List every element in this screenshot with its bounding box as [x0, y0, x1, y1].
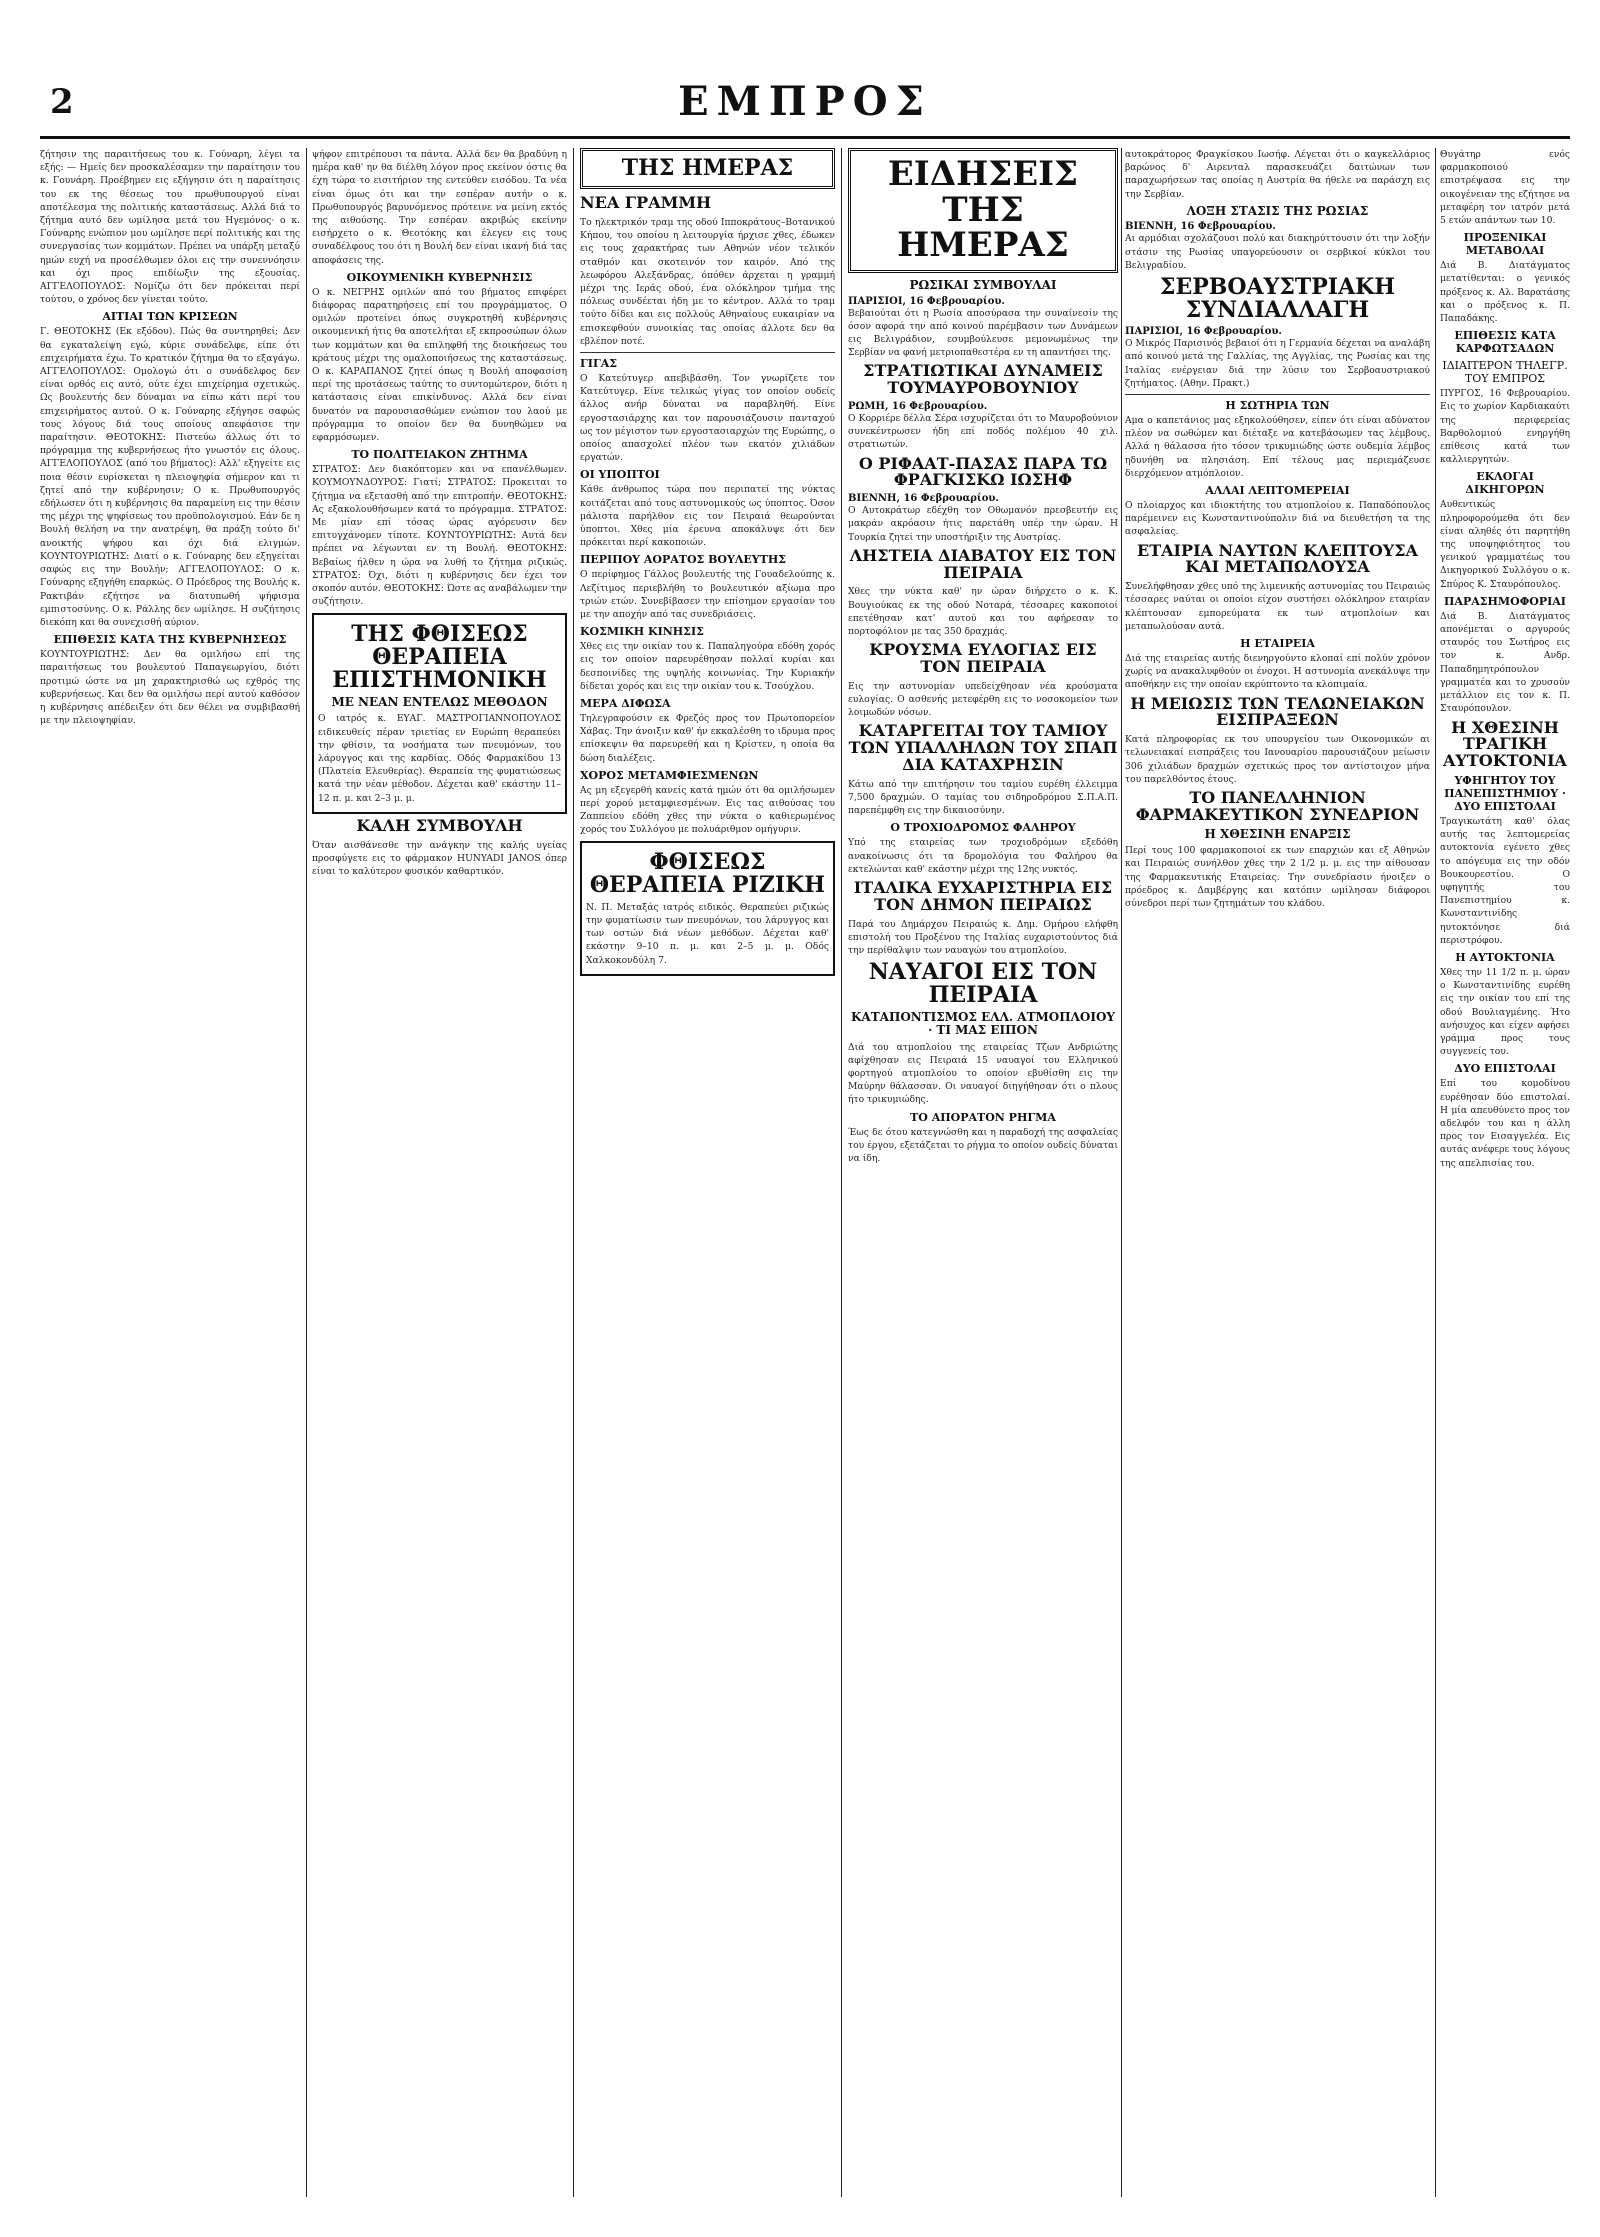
article-text: Θυγάτηρ ενός φαρμακοποιού επιστρέψασα εις την οικογένειαν της εζήτησε να μεταφέρη τον ιατρόν μετά 5 ετών απάντων των 10. [1440, 149, 1570, 227]
article-text: Περί τους 100 φαρμακοποιοί εκ των επαρχιών και εξ Αθηνών και Πειραιώς συνήλθον χθες την 2 1/2 μ. μ. εις την αίθουσαν της Φαρμακευτικής Εταιρείας. Την συνεδρίασιν ήνοιξεν ο πρόεδρος κ. Δαμβέργης και κατόπιν ωμίλησαν διάφοροι σύνεδροι περί των ζητημάτων του κλάδου. [1125, 845, 1430, 910]
article-text: Ο Αυτοκράτωρ εδέχθη τον Οθωμανόν πρεσβευτήν εις μακράν ακρόασιν ήτις παρετάθη υπέρ την ώραν. Η Τουρκία ζητεί την υποστήριξιν της Αυστρίας. [848, 505, 1118, 543]
ad-text: Ο ιατρός κ. ΕΥΑΓ. ΜΑΣΤΡΟΓΙΑΝΝΟΠΟΥΛΟΣ ειδικευθείς πέραν τριετίας εν Ευρώπη θεραπεύει την φθίσιν, τα νοσήματα των πνευμόνων, του λάρυγγος και της καρδίας. Οδός Φαρμακίδου 13 (Πλατεία Ελευθερίας). Θεραπεία της φυματιώσεως κατά την νέαν μέθοδον. Δέχεται καθ' εκάστην 11–12 π. μ. και 2–3 μ. μ. [318, 713, 561, 804]
column-banner: ΤΗΣ ΗΜΕΡΑΣ [580, 148, 835, 189]
section-title: ΤΟ ΑΠΟΡΑΤΟΝ ΡΗΓΜΑ [910, 1110, 1056, 1124]
section-title: ΕΚΛΟΓΑΙ ΔΙΚΗΓΟΡΩΝ [1465, 470, 1545, 497]
section-title: ΠΡΟΞΕΝΙΚΑΙ ΜΕΤΑΒΟΛΑΙ [1463, 231, 1547, 258]
article-text: Κάθε άνθρωπος τώρα που περιπατεί της νύκτας κοιτάζεται από τους αστυνομικούς ως ύποπτος. Όσον μάλιστα παρήλθον εις τον Πειραιά θεωρούνται ύποπτοι. Χθες μία έρευνα αποκάλυψε ότι δεν πρόκειται περί κακοποιών. [580, 484, 835, 549]
section-title: Η ΑΥΤΟΚΤΟΝΙΑ [1455, 950, 1555, 964]
ad-headline: ΤΗΣ ΦΘΙΣΕΩΣ ΘΕΡΑΠΕΙΑ ΕΠΙΣΤΗΜΟΝΙΚΗ [332, 620, 547, 693]
column-6 [1440, 148, 1570, 2197]
article-text: Διά Β. Διατάγματος μετατίθενται: ο γενικός πρόξενος κ. Αλ. Βαρατάσης και ο πρόξενος κ. Π. Παπαδάκης. [1440, 260, 1570, 325]
article-text: Εις την αστυνομίαν υπεδείχθησαν νέα κρούσματα ευλογίας. Ο ασθενής μετεφέρθη εις το νοσοκομείον των λοιμωδών νόσων. [848, 680, 1118, 719]
section-title: Η ΧΘΕΣΙΝΗ ΤΡΑΓΙΚΗ ΑΥΤΟΚΤΟΝΙΑ [1443, 717, 1567, 771]
section-title: ΓΙΓΑΣ [580, 356, 618, 370]
section-title: ΝΕΑ ΓΡΑΜΜΗ [580, 193, 712, 213]
article-text: ψήφον επιτρέπουσι τα πάντα. Αλλά δεν θα βραδύνη η ημέρα καθ' ην θα διέλθη λόγον προς εκείνον όστις θα έχη τώρα το εισιτήριον της εντεύθεν εισόδου. Τα νέα είναι όμως ότι και την εσπέραν αυτήν ο κ. Πρωθυπουργός βαρυνόμενος πρότεινε να μείνη εκτός της αιθούσης. Την εσπέραν ακριβώς εκείνην εισήρχετο ο κ. Θεοτόκης και έλεγεν εις τους συναδέλφους του ότι η Βουλή δεν είναι ικανή διά τας αποφάσεις της. [312, 149, 567, 266]
article-text: Αι αρμόδιαι σχολάζουσι πολύ και διακηρύττουσιν ότι την λοξήν στάσιν της Ρωσίας υπαγορεύουσιν οι σερβικοί κύκλοι του Βελιγραδίου. [1125, 233, 1430, 271]
article-text: Αυθεντικώς πληροφορούμεθα ότι δεν είναι αληθές ότι παρητήθη της υποψηφιότητος του γενικού γραμματέως του Δικηγορικού Συλλόγου ο κ. Σπύρος Κ. Σταυρόπουλος. [1440, 499, 1570, 590]
section-title: ΑΛΛΑΙ ΛΕΠΤΟΜΕΡΕΙΑΙ [1205, 484, 1350, 498]
section-title: ΕΠΙΘΕΣΙΣ ΚΑΤΑ ΤΗΣ ΚΥΒΕΡΝΗΣΕΩΣ [53, 633, 287, 647]
article-text: ΣΤΡΑΤΟΣ: Δεν διακόπτομεν και να επανέλθωμεν. ΚΟΥΜΟΥΝΔΟΥΡΟΣ: Γιατί; ΣΤΡΑΤΟΣ: Προκειται το ζήτημα να εξετασθή από την επιτροπήν. ΘΕΟΤΟΚΗΣ: Ας εξακολουθήσωμεν κατά το πρόγραμμα. ΣΤΡΑΤΟΣ: Με μίαν επί τόσας ώρας αγόρευσιν δεν επιτυγχάνομεν τίποτε. ΚΟΥΝΤΟΥΡΙΩΤΗΣ: Αυτά δεν πρέπει να λέγωνται εν τη Βουλή. ΘΕΟΤΟΚΗΣ: Βεβαίως ήλθεν η ώρα να λυθή το ζήτημα ριζικώς. ΣΤΡΑΤΟΣ: Όχι, διότι η κυβέρνησις δεν έχει τον σκοπόν αυτόν. ΘΕΟΤΟΚΗΣ: Ώστε ας αναβάλωμεν την συζήτησιν. [312, 464, 567, 608]
article-text: Υπό της εταιρείας των τροχιοδρόμων εξεδόθη ανακοίνωσις ότι τα δρομολόγια του Φαλήρου θα εκτελώνται καθ' εκάστην μέχρι της 12ης νυκτός. [848, 837, 1118, 875]
page-number: 2 [50, 82, 74, 122]
column-5 [1125, 148, 1430, 2197]
article-text: Ας μη εξεγερθή κανείς κατά ημών ότι θα ομιλήσωμεν περί χορού μεταμφιεσμένων. Εις τας αιθούσας του Ζαππείου εδόθη χθες την νύκτα ο καθιερωμένος χορός του Συλλόγου με πολυάριθμον ομήγυριν. [580, 784, 835, 836]
section-title: Η ΣΩΤΗΡΙΑ ΤΩΝ [1225, 399, 1330, 413]
article-text: Ο περίφημος Γάλλος βουλευτής της Γουαδελούπης κ. Λεζίτιμος περιεβλήθη το βουλευτικόν αξίωμα προ τριών ετών. Συνεβίβασεν την επίσημον εργασίαν του με την αποχήν από τας συνεδριάσεις. [580, 569, 835, 620]
section-title: Η ΕΤΑΙΡΕΙΑ [1240, 637, 1315, 651]
article-text: Ο Μικρός Παρισινός βεβαιοί ότι η Γερμανία δέχεται να αναλάβη από κοινού μετά της Γαλλίας, της Αγγλίας, της Ρωσίας και της Ιταλίας ενέργειαν διά την λύσιν του Σερβοαυστριακού ζητήματος. (Αθην. Πρακτ.) [1125, 338, 1430, 389]
article-text: Διά της εταιρείας αυτής διενηργούντο κλοπαί επί πολύν χρόνον χωρίς να ανακαλυφθούν οι ένοχοι. Η αστυνομία ανεκάλυψε την αποθήκην εις την οποίαν εκρύπτοντο τα κλοπιμαία. [1125, 653, 1430, 691]
dateline: ΒΙΕΝΝΗ, 16 Φεβρουαρίου. [1125, 221, 1276, 233]
article-text: Διά Β. Διατάγματος απονέμεται ο αργυρούς σταυρός του Σωτήρος εις τον κ. Ανδρ. Παπαδημητρόπουλον γραμματέα και το χρυσούν μετάλλιον εις τον κ. Π. Σταυρόπουλον. [1440, 610, 1570, 715]
section-title: ΡΩΣΙΚΑΙ ΣΥΜΒΟΥΛΑΙ [909, 278, 1057, 293]
section-title: ΟΙ ΥΠΟΠΤΟΙ [580, 468, 660, 482]
section-title: ΧΟΡΟΣ ΜΕΤΑΜΦΙΕΣΜΕΝΩΝ [580, 768, 759, 782]
divider [580, 352, 835, 353]
section-subtitle: ΥΦΗΓΗΤΟΥ ΤΟΥ ΠΑΝΕΠΙΣΤΗΜΙΟΥ · ΔΥΟ ΕΠΙΣΤΟΛΑΙ [1444, 773, 1566, 813]
dateline: ΠΑΡΙΣΙΟΙ, 16 Φεβρουαρίου. [848, 295, 1005, 307]
section-title: ΠΕΡΙΠΟΥ ΑΟΡΑΤΟΣ ΒΟΥΛΕΥΤΗΣ [580, 553, 786, 567]
section-title: ΟΙΚΟΥΜΕΝΙΚΗ ΚΥΒΕΡΝΗΣΙΣ [346, 270, 533, 284]
section-title: ΚΡΟΥΣΜΑ ΕΥΛΟΓΙΑΣ ΕΙΣ ΤΟΝ ΠΕΙΡΑΙΑ [869, 640, 1097, 677]
article-text: ζήτησιν της παραιτήσεως του κ. Γούναρη, λέγει τα εξής: — Ημείς δεν προσκαλέσαμεν την παραίτησιν του κ. Γουνάρη. Προέβημεν εις εξήγησιν ότι η παραίτησις του εκ της θέσεως του πρωθυπουργού είναι αποτέλεσμα της πολιτικής καταστάσεως. Αλλά διά το ζήτημα αυτό δεν ωμίλησα μετά του Ηγεμόνος· ο κ. Γούναρης ενώπιον μου ωμίλησε περί πολιτικής και της συνεργασίας των κομμάτων. Πρέπει να υπάρξη μεταξύ ημών ευχή να προσέλθωμεν όλοι εις την συνεννόησιν και όχι προς επιδίωξιν της εξουσίας. ΑΓΓΕΛΟΠΟΥΛΟΣ: Νομίζω ότι δεν πρόκειται περί τούτου, ο χρόνος δεν γίνεται τούτο. [40, 149, 300, 306]
section-title: ΛΗΣΤΕΙΑ ΔΙΑΒΑΤΟΥ ΕΙΣ ΤΟΝ ΠΕΙΡΑΙΑ [849, 545, 1117, 582]
section-title: ΜΕΡΑ ΔΙΦΩΣΑ [580, 696, 671, 710]
section-title: ΕΠΙΘΕΣΙΣ ΚΑΤΑ ΚΑΡΦΩΤΣΑΔΩΝ [1454, 329, 1556, 356]
section-title: Η ΜΕΙΩΣΙΣ ΤΩΝ ΤΕΛΩΝΕΙΑΚΩΝ ΕΙΣΠΡΑΞΕΩΝ [1130, 693, 1425, 730]
news-banner: ΕΙΔΗΣΕΙΣ ΤΗΣ ΗΜΕΡΑΣ [848, 148, 1118, 273]
section-subtitle: ΚΑΤΑΠΟΝΤΙΣΜΟΣ ΕΛΛ. ΑΤΜΟΠΛΟΙΟΥ · ΤΙ ΜΑΣ ΕΙΠΟΝ [851, 1010, 1115, 1038]
article-text: Γ. ΘΕΟΤΟΚΗΣ (Εκ εξόδου). Πώς θα συντηρηθεί; Δεν θα εγκαταλείψη εγώ, κύριε συνάδελφε, είπε ότι επιχειρήματα έχω. Το κρατικόν ζήτημα θα το εξαγάγω. ΑΓΓΕΛΟΠΟΥΛΟΣ: Ομολογώ ότι ο συνάδελφος δεν είναι ορθός εις αυτό, ούτε έχει επιχείρημα σχετικώς. Ως βουλευτής δεν δύναμαι να είπω κάτι περί του επιχειρήματος αυτού. Ο κ. Γούναρης εξήγησε σαφώς τους λόγους διά τους οποίους απεφάσισε την παραίτησιν. ΘΕΟΤΟΚΗΣ: Πιστεύω άλλως ότι το πρόγραμμα της κυβερνήσεως ήτο γνωστόν εις όλους. ΑΓΓΕΛΟΠΟΥΛΟΣ (από του βήματος): Αλλ' εξηγείτε εις ποια θέσιν ευρίσκεται η πλειοψηφία σήμερον και τι ζητεί από την κυβέρνησιν; Ο κ. Πρωθυπουργός εδήλωσεν ότι η κυβέρνησις θα παραμείνη εις την θέσιν της μέχρι της ψηφίσεως του προϋπολογισμού. Εάν δε η Βουλή θελήση να την ανατρέψη, θα πράξη τούτο δι' ανοικτής ψήφου και όχι διά ελιγμών. ΚΟΥΝΤΟΥΡΙΩΤΗΣ: Διατί ο κ. Γούναρης δεν εξηγείται σαφώς εις την Βουλήν; ΑΓΓΕΛΟΠΟΥΛΟΣ: Ο κ. Γούναρης εξηγήθη επαρκώς. Ο Πρόεδρος της Βουλής κ. Ρακτιβάν εζήτησε να διατυπωθή ψήφισμα εμπιστοσύνης. Ο κ. Ράλλης δεν ωμίλησε. Η συζήτησις διεκόπη και θα συνεχισθή αύριον. [40, 326, 300, 628]
article-text: Το ηλεκτρικόν τραμ της οδού Ιπποκράτους–Βοτανικού Κήπου, του οποίου η λειτουργία ήρχισε χθες, έδωκεν εις τους χαρακτήρας των Αθηνών νέον τελικόν σταθμόν και σκοτεινόν τον καιρόν. Από της λεωφόρου Αλεξάνδρας, όπόθεν άρχεται η γραμμή μέχρι της Ιεράς οδού, ένα ολόκληρον τμήμα της πόλεως συνδέεται ήδη με το κέντρον. Αλλά το τραμ τούτο δίδει και εις πολλούς Αθηναίους ευκαιρίαν να επισκεφθούν συνοικίας τας οποίας άλλοτε δεν θα εβλέπον ποτέ. [580, 216, 835, 347]
article-text: Διά του ατμοπλοίου της εταιρείας Τζων Ανδριώτης αφίχθησαν εις Πειραιά 15 ναυαγοί του Ελληνικού φορτηγού ατμοπλοίου το οποίον εβυθίσθη εις την Μαύρην θάλασσαν. Οι ναυαγοί διηγήθησαν ότι ο πλους ήτο τρικυμιώδης. [848, 1041, 1118, 1106]
section-title: ΠΑΡΑΣΗΜΟΦΟΡΙΑΙ [1444, 594, 1566, 608]
article-text: Παρά του Δημάρχου Πειραιώς κ. Δημ. Ομήρου ελήφθη επιστολή του Προξένου της Ιταλίας ευχαριστούντος διά την περίθαλψιν των ναυαγών του ατμοπλοίου. [848, 918, 1118, 957]
section-title: ΚΑΛΗ ΣΥΜΒΟΥΛΗ [356, 815, 523, 835]
divider [1125, 394, 1430, 395]
article-text: αυτοκράτορος Φραγκίσκου Ιωσήφ. Λέγεται ότι ο καγκελλάριος βαρώνος δ' Αιρενταλ παρασκευάζει δαιτώνων των παραχωρήσεων τας οποίας η Αυστρία θα ήθελε να παράσχη εις την Σερβίαν. [1125, 149, 1430, 200]
dateline: ΒΙΕΝΝΗ, 16 Φεβρουαρίου. [848, 493, 999, 505]
section-title: ΣΤΡΑΤΙΩΤΙΚΑΙ ΔΥΝΑΜΕΙΣ ΤΟΥΜΑΥΡΟΒΟΥΝΙΟΥ [863, 361, 1103, 398]
column-divider [841, 148, 842, 2197]
section-title: ΕΤΑΙΡΙΑ ΝΑΥΤΩΝ ΚΛΕΠΤΟΥΣΑ ΚΑΙ ΜΕΤΑΠΩΛΟΥΣΑ [1137, 540, 1418, 577]
column-3 [580, 148, 835, 2197]
article-text: Βεβαιούται ότι η Ρωσία αποσύρασα την συναίνεσίν της όσον αφορά την από κοινού παρέμβασιν των Δυνάμεων εις Βελιγράδιον, εσυμβούλευσε μεμονωμένως την Σερβίαν να φανή μετριοπαθεστέρα εν τη απαντήσει της. [848, 307, 1118, 359]
article-text: Συνελήφθησαν χθες υπό της λιμενικής αστυνομίας του Πειραιώς τέσσαρες ναύται οι οποίοι είχον συστήσει ολόκληρον εταιρίαν κλέπτουσαν εμπορεύματα εκ των ατμοπλοίων και μεταπωλούσαν αυτά. [1125, 581, 1430, 632]
section-title: ΔΥΟ ΕΠΙΣΤΟΛΑΙ [1454, 1062, 1556, 1076]
ad-text: Ν. Π. Μεταξάς ιατρός ειδικός. Θεραπεύει ριζικώς την φυματίωσιν των πνευμόνων, του λάρυγγος και των οστών διά νέων μεθόδων. Δέχεται καθ' εκάστην 9–10 π. μ. και 2–5 μ. μ. Οδός Χαλκοκονδύλη 7. [586, 901, 829, 966]
ad-headline: ΦΘΙΣΕΩΣ ΘΕΡΑΠΕΙΑ ΡΙΖΙΚΗ [589, 848, 826, 898]
article-text: Κάτω από την επιτήρησιν του ταμίου ευρέθη έλλειμμα 7,500 δραχμών. Ο ταμίας του σιδηροδρόμου Σ.Π.Α.Π. παρεπέμφθη εις την δικαιοσύνην. [848, 778, 1118, 817]
ad-subheadline: ΜΕ ΝΕΑΝ ΕΝΤΕΛΩΣ ΜΕΘΟΔΟΝ [331, 694, 548, 709]
column-divider [1121, 148, 1122, 2197]
column-1 [40, 148, 300, 2197]
section-title: ΑΙΤΙΑΙ ΤΩΝ ΚΡΙΣΕΩΝ [102, 310, 238, 324]
section-subtitle: ΙΔΙΑΙΤΕΡΟΝ ΤΗΛΕΓΡ. ΤΟΥ ΕΜΠΡΟΣ [1442, 359, 1568, 386]
section-title: Ο ΡΙΦΑΑΤ-ΠΑΣΑΣ ΠΑΡΑ ΤΩ ΦΡΑΓΚΙΣΚΩ ΙΩΣΗΦ [858, 453, 1108, 490]
article-text: Χθες εις την οικίαν του κ. Παπαληγούρα εδόθη χορός εις τον οποίον παρευρέθησαν πολλαί κυρίαι και δεσποινίδες της υψηλής κοινωνίας. Την Κυριακήν δίδεται χορός και εις την οικίαν του κ. Τσούχλου. [580, 641, 835, 692]
column-divider [573, 148, 574, 2197]
column-divider [306, 148, 307, 2197]
section-title: Ο ΤΡΟΧΙΟΔΡΟΜΟΣ ΦΑΛΗΡΟΥ [890, 821, 1076, 835]
article-text: Χθες την 11 1/2 π. μ. ώραν ο Κωνσταντινίδης ευρέθη εις την οικίαν του επί της οδού Βουλιαγμένης. Ήτο ανήσυχος και είχεν αφήσει γράμμα προς τους συγγενείς του. [1440, 966, 1570, 1058]
article-text: ΠΥΡΓΟΣ, 16 Φεβρουαρίου. Εις το χωρίον Καρδιακαύτι της περιφερείας Βαρθολομιού ενηργήθη επίθεσις κατά των καλλιεργητών. [1440, 388, 1570, 466]
section-title: ΙΤΑΛΙΚΑ ΕΥΧΑΡΙΣΤΗΡΙΑ ΕΙΣ ΤΟΝ ΔΗΜΟΝ ΠΕΙΡΑΙΩΣ [853, 878, 1113, 914]
article-text: Τηλεγραφούσιν εκ Φρεζός προς τον Πρωτοπορείον Χάβας. Την άνοιξιν καθ' ήν εκκαλέσθη το ιδρυμα προς επίσκεψιν θα παρευρεθή και η Κρίστεν, η οποία θα δώση διαλέξεις. [580, 712, 835, 764]
dateline: ΡΩΜΗ, 16 Φεβρουαρίου. [848, 401, 988, 413]
column-divider [1435, 148, 1436, 2197]
article-text: Ο κ. ΝΕΓΡΗΣ ομιλών από του βήματος επιφέρει διάφορας παρατηρήσεις επί του προγράμματος. Ο ομιλών προτείνει όπως συγκροτηθή κυβέρνησις οικουμενική ήτις θα αποτελήται εξ εκπροσώπων όλων των κομμάτων και θα επιληφθή της διοικήσεως του κράτους μέχρι της ομαλοποιήσεως της καταστάσεως. Ο κ. ΚΑΡΑΠΑΝΟΣ ζητεί όπως η Βουλή αποφασίση περί της προτάσεως ταύτης το συντομώτερον, διότι η κατάστασις είναι επικίνδυνος. Αλλά δεν είναι δυνατόν να παρουσιασθώμεν ενώπιον του λαού με πρόγραμμα το οποίον δεν θα δυνηθώμεν να εφαρμόσωμεν. [312, 286, 567, 444]
article-text: Επί του κομοδίνου ευρέθησαν δύο επιστολαί. Η μία απευθύνετο προς τον αδελφόν του και η άλλη προς τον Εισαγγελέα. Εις αυτάς ανέφερε τους λόγους της απελπισίας του. [1440, 1078, 1570, 1169]
article-text: Χθες την νύκτα καθ' ην ώραν διήρχετο ο κ. Κ. Βουγιούκας εκ της οδού Νοταρά, τέσσαρες κακοποιοί επετέθησαν κατ' αυτού και του αφήρεσαν το πορτοφόλιον με τας 350 δραχμάς. [848, 586, 1118, 638]
dateline: ΠΑΡΙΣΙΟΙ, 16 Φεβρουαρίου. [1125, 326, 1282, 338]
masthead [40, 70, 1570, 130]
article-text: Κατά πληροφορίας εκ του υπουργείου των Οικονομικών αι τελωνειακαί εισπράξεις του Ιανουαρίου παρουσιάζουν μείωσιν 306 χιλιάδων δραχμών σχετικώς προς τον αντίστοιχον μήνα του παρελθόντος έτους. [1125, 734, 1430, 785]
paper-name: ΕΜΠΡΟΣ [678, 78, 932, 125]
article-text: Ο Κορριέρε δέλλα Σέρα ισχυρίζεται ότι το Μαυροβούνιον συνεκέντρωσεν ήδη επί ποδός πολέμου 40 χιλ. στρατιωτών. [848, 413, 1118, 451]
article-text: Αμα ο καπετάνιος μας εξηκολούθησεν, είπεν ότι είναι αδύνατον πλέον να σωθώμεν και διέταξε να κατεβάσωμεν τας λέμβους. Αλλά η θάλασσα ήτο τόσον τρικυμιώδης ώστε ουδεμία λέμβος ηδυνήθη να πλησιάση. Επί τέλους μας περιεμάζευσε διερχόμενον ατμόπλοιον. [1125, 415, 1430, 479]
section-title: ΚΑΤΑΡΓΕΙΤΑΙ ΤΟΥ ΤΑΜΙΟΥ ΤΩΝ ΥΠΑΛΛΗΛΩΝ ΤΟΥ ΣΠΑΠ ΔΙΑ ΚΑΤΑΧΡΗΣΙΝ [848, 721, 1118, 775]
article-text: Ο Κατεύτυγερ απεβιβάσθη. Τον γνωρίζετε τον Κατεύτυγερ. Είνε τελικώς γίγας τον οποίον ουδείς άλλος ανήρ δύναται να παραβληθή. Είνε εργοστασιάρχης και τον παρουσιάζουσιν πανταχού ως τον μέγιστον των εργοστασιαρχών της Ευρώπης, ο οποίος απασχολεί πλέον των εκατόν χιλιάδων εργατών. [580, 372, 835, 464]
masthead-rule [40, 136, 1570, 139]
advertisement-box [580, 841, 835, 976]
section-title: ΚΟΣΜΙΚΗ ΚΙΝΗΣΙΣ [580, 625, 704, 639]
section-title: ΛΟΞΗ ΣΤΑΣΙΣ ΤΗΣ ΡΩΣΙΑΣ [1186, 203, 1369, 218]
section-subtitle: Η ΧΘΕΣΙΝΗ ΕΝΑΡΞΙΣ [1204, 826, 1351, 841]
article-text: Ο πλοίαρχος και ιδιοκτήτης του ατμοπλοίου κ. Παπαδόπουλος παρέμεινεν εις Κωνσταντινούπολιν διά να διευθετήση τα της ασφαλείας. [1125, 500, 1430, 538]
column-4 [848, 148, 1118, 2197]
section-title: ΤΟ ΠΑΝΕΛΛΗΝΙΟΝ ΦΑΡΜΑΚΕΥΤΙΚΟΝ ΣΥΝΕΔΡΙΟΝ [1135, 788, 1420, 824]
article-text: Όταν αισθάνεσθε την ανάγκην της καλής υγείας προσφύγετε εις το φάρμακον HUNYADI JANOS όπερ είναι το καλύτερον φυσικόν καθαρτικόν. [312, 839, 567, 877]
section-title: ΝΑΥΑΓΟΙ ΕΙΣ ΤΟΝ ΠΕΙΡΑΙΑ [868, 959, 1098, 1009]
column-2 [312, 148, 567, 2197]
article-text: ΚΟΥΝΤΟΥΡΙΩΤΗΣ: Δεν θα ομιλήσω επί της παραιτήσεως του βουλευτού Παπαγεωργίου, διότι προτιμώ ώστε να μη χαρακτηρισθώ ως εχθρός της κυβερνήσεως. Και δεν θα ομιλήσω περί αυτού καθόσον η κυβέρνησις απέδειξεν ότι δεν θέλει να συμβιβασθή με την πλειοψηφίαν. [40, 649, 300, 727]
section-title: ΤΟ ΠΟΛΙΤΕΙΑΚΟΝ ΖΗΤΗΜΑ [351, 448, 528, 462]
section-title: ΣΕΡΒΟΑΥΣΤΡΙΑΚΗ ΣΥΝΔΙΑΛΛΑΓΗ [1159, 274, 1396, 324]
article-text: Έως δε ότου κατεγνώσθη και η παραδοχή της ασφαλείας του έργου, εξετάζεται το ρήγμα το οποίον ουδείς δύναται να ίδη. [848, 1126, 1118, 1165]
advertisement-box [312, 613, 567, 814]
article-text: Τραγικωτάτη καθ' όλας αυτής τας λεπτομερείας αυτοκτονία εγένετο χθες το απόγευμα εις την οδόν Βουκουρεστίου. Ο υφηγητής του Πανεπιστημίου κ. Κωνσταντινίδης ηυτοκτόνησε διά περιστρόφου. [1440, 815, 1570, 946]
